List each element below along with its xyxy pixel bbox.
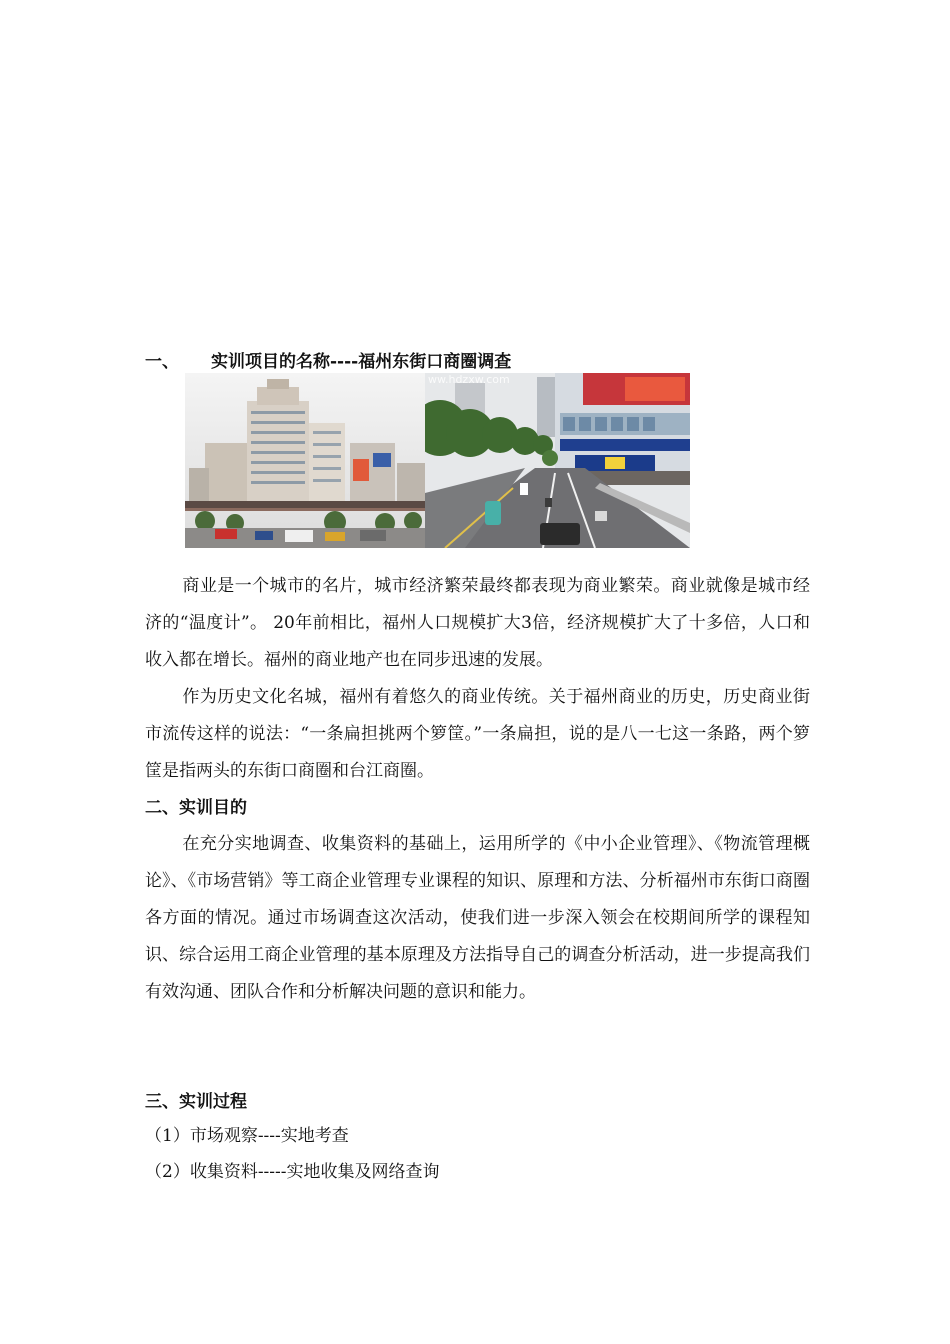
intro-paragraph-2: 作为历史文化名城，福州有着悠久的商业传统。关于福州商业的历史，历史商业街市流传这样的说法：“一条扁担挑两个箩筐。”一条扁担，说的是八一七这一条路，两个箩筐是指两头的东街口商圈和台江商圈。: [145, 687, 810, 781]
process-item-2: （2）收集资料-----实地收集及网络查询: [145, 1162, 440, 1182]
dongjiekou-street-photo: [425, 373, 690, 548]
photo-watermark: ww.hdzxw.com: [428, 373, 510, 386]
process-item-1: （1）市场观察----实地考查: [145, 1126, 349, 1146]
section-2-paragraph: 在充分实地调查、收集资料的基础上，运用所学的《中小企业管理》、《物流管理概论》、《市场营销》等工商企业管理专业课程的知识、原理和方法、分析福州市东街口商圈各方面的情况。通过市场调查这次活动，使我们进一步深入领会在校期间所学的课程知识、综合运用工商企业管理的基本原理及方法指导自己的调查分析活动，进一步提高我们有效沟通、团队合作和分析解决问题的意识和能力。: [145, 834, 810, 1002]
dongjiekou-building-photo: [185, 373, 425, 548]
section-3-heading: 三、实训过程: [145, 1092, 247, 1112]
section-1-title: 实训项目的名称----福州东街口商圈调查: [211, 352, 512, 372]
intro-paragraph-1: 商业是一个城市的名片，城市经济繁荣最终都表现为商业繁荣。商业就像是城市经济的“温度计”。 20年前相比，福州人口规模扩大3倍，经济规模扩大了十多倍，人口和收入都在增长。福州的商业地产也在同步迅速的发展。: [145, 576, 810, 670]
section-1-heading: [145, 351, 511, 373]
section-1-number: 一、: [145, 352, 179, 372]
section-2-heading: 二、实训目的: [145, 798, 247, 818]
